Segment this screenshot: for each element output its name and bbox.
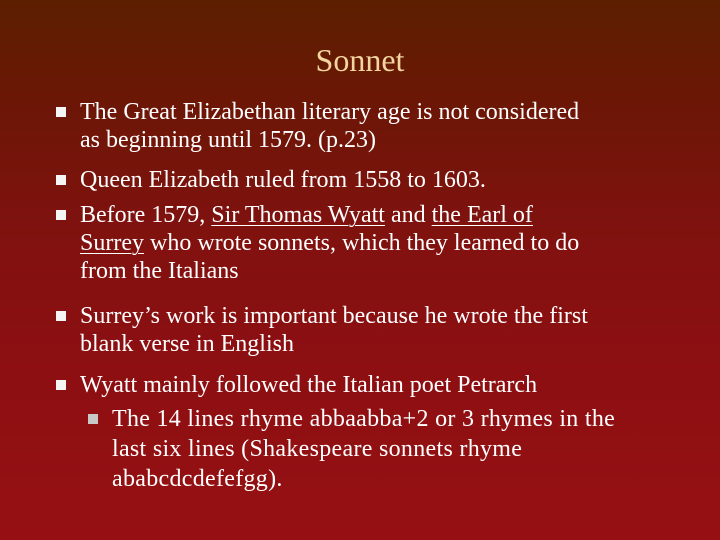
sub-bullet-line-1: The 14 lines rhyme abbaabba+2 or 3 rhymes in the <box>112 406 616 432</box>
square-bullet-icon <box>56 311 66 321</box>
sub-bullet-line-3: ababcdcdefefgg). <box>112 466 283 492</box>
earl-of-surrey-link-part-2[interactable]: Surrey <box>80 230 144 256</box>
sir-thomas-wyatt-link[interactable]: Sir Thomas Wyatt <box>211 202 385 228</box>
slide-title: Sonnet <box>315 42 405 78</box>
bullet-3-line-3: from the Italians <box>80 258 239 284</box>
bullet-3-line-2 <box>80 229 579 257</box>
sub-bullet-line-2: last six lines (Shakespeare sonnets rhyme <box>112 436 523 462</box>
square-sub-bullet-icon <box>88 414 98 424</box>
bullet-1-line-1: The Great Elizabethan literary age is not considered <box>80 99 580 125</box>
bullet-3-prefix: Before 1579, <box>80 202 212 228</box>
earl-of-surrey-link-part-1[interactable]: the Earl of <box>431 202 533 228</box>
bullet-1-line-2: as beginning until 1579. (p.23) <box>80 127 376 153</box>
square-bullet-icon <box>56 175 66 185</box>
bullet-4-line-2: blank verse in English <box>80 331 294 357</box>
bullet-2-line-1: Queen Elizabeth ruled from 1558 to 1603. <box>80 167 486 193</box>
square-bullet-icon <box>56 380 66 390</box>
square-bullet-icon <box>56 210 66 220</box>
square-bullet-icon <box>56 107 66 117</box>
bullet-3-rest: who wrote sonnets, which they learned to do <box>143 230 580 256</box>
bullet-4-line-1: Surrey’s work is important because he wrote the first <box>80 303 588 329</box>
bullet-3-middle: and <box>384 202 432 228</box>
bullet-3-line-1 <box>80 201 533 229</box>
bullet-5-line-1: Wyatt mainly followed the Italian poet Petrarch <box>80 372 538 398</box>
